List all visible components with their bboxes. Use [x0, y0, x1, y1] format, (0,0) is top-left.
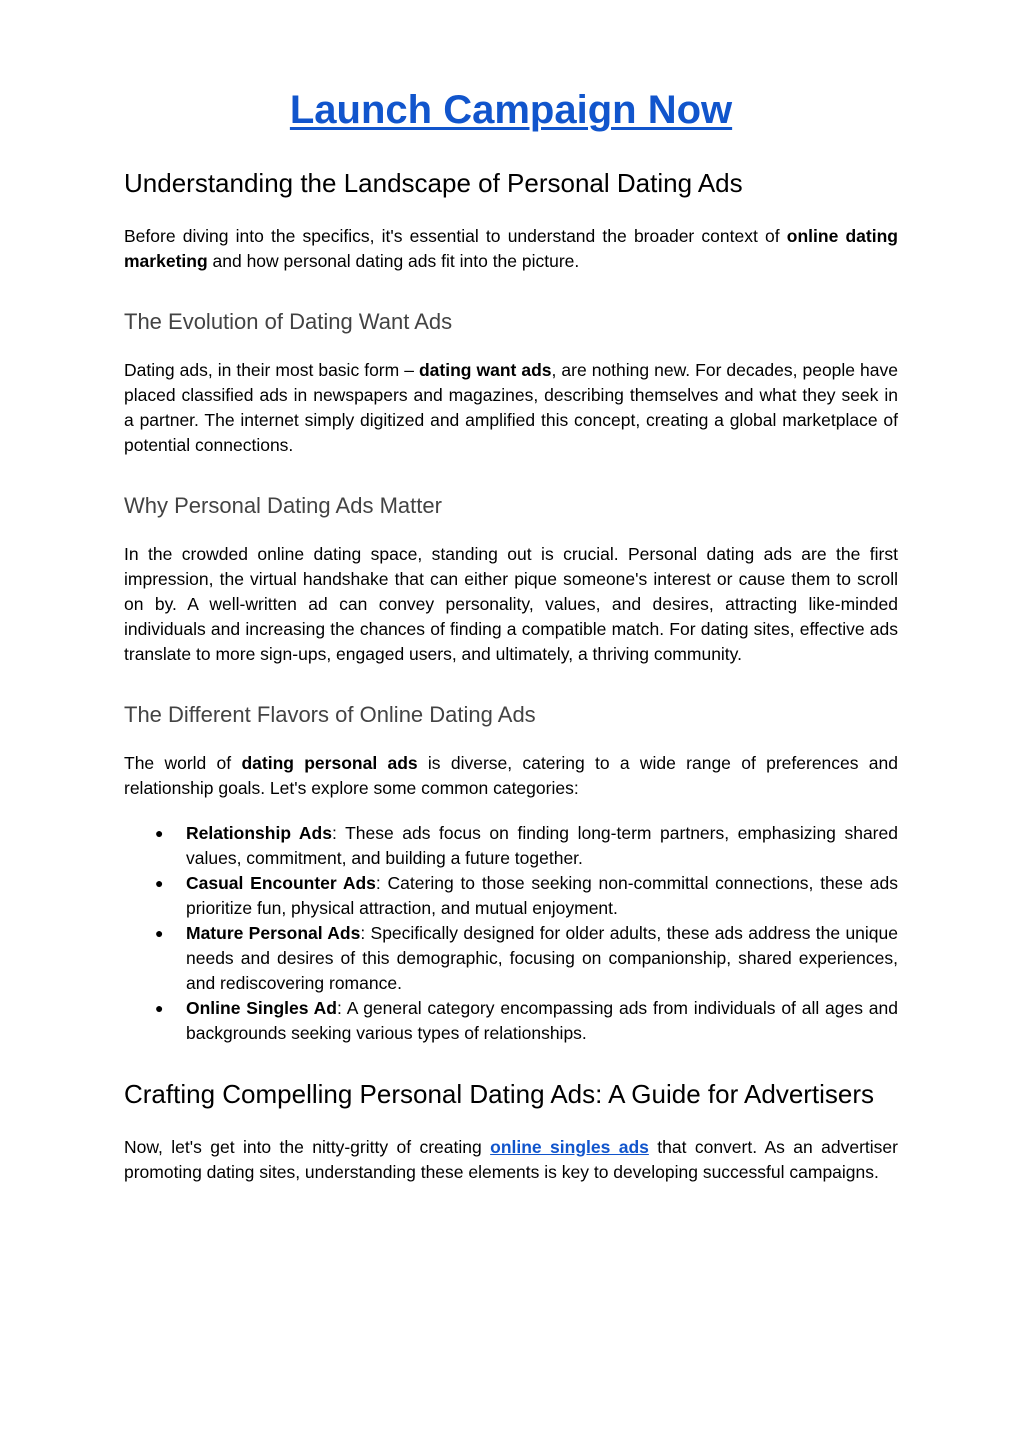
text-run: that convert. As an advertiser promoting dating sites, understanding these elements is key to developing successful campaigns. [124, 1137, 898, 1182]
bold-term: dating want ads [418, 360, 552, 380]
text-run: and how personal dating ads fit into the picture. [207, 251, 580, 271]
landscape-paragraph [124, 224, 898, 274]
list-item [155, 871, 898, 921]
text-run: Before diving into the specifics, it's essential to understand the broader context of [124, 226, 787, 246]
list-item-desc: : Specifically designed for older adults, these ads address the unique needs and desires of this demographic, focusing on companionship, shared experiences, and rediscovering romance. [186, 923, 898, 993]
list-item-term: Relationship Ads [186, 823, 332, 843]
crafting-paragraph [124, 1135, 898, 1185]
section-heading-crafting: Crafting Compelling Personal Dating Ads: A Guide for Advertisers [124, 1079, 875, 1109]
list-item-term: Online Singles Ad [186, 998, 337, 1018]
bullet-icon: ● [155, 875, 164, 891]
bold-term: dating personal ads [241, 753, 418, 773]
page-title [124, 84, 898, 136]
ad-categories-list [124, 821, 898, 1046]
text-run: Now, let's get into the nitty-gritty of creating [124, 1137, 491, 1157]
list-item-term: Casual Encounter Ads [186, 873, 376, 893]
section-heading-landscape: Understanding the Landscape of Personal Dating Ads [124, 168, 743, 198]
section-heading-why-matter: Why Personal Dating Ads Matter [124, 493, 442, 518]
text-run: The world of [124, 753, 242, 773]
launch-campaign-link[interactable]: Launch Campaign Now [289, 88, 733, 132]
section-heading-evolution: The Evolution of Dating Want Ads [124, 309, 453, 334]
list-item-desc: : A general category encompassing ads from individuals of all ages and backgrounds seeking various types of relationships. [186, 998, 898, 1043]
document-page [124, 0, 898, 1185]
online-singles-ads-link[interactable]: online singles ads [490, 1137, 649, 1157]
list-item [155, 821, 898, 871]
evolution-paragraph [124, 358, 898, 458]
list-item [155, 921, 898, 996]
section-heading-flavors: The Different Flavors of Online Dating Ads [124, 702, 536, 727]
list-item-desc: : These ads focus on finding long-term partners, emphasizing shared values, commitment, and building a future together. [186, 823, 898, 868]
why-matter-paragraph: In the crowded online dating space, standing out is crucial. Personal dating ads are the first impression, the virtual handshake that can either pique someone's interest or cause them to scroll on by. A well-written ad can convey personality, values, and desires, attracting like-minded individuals and increasing the chances of finding a compatible match. For dating sites, effective ads translate to more sign-ups, engaged users, and ultimately, a thriving community. [124, 544, 898, 664]
list-item-term: Mature Personal Ads [186, 923, 361, 943]
list-item [155, 996, 898, 1046]
bullet-icon: ● [155, 825, 164, 841]
text-run: , are nothing new. For decades, people have placed classified ads in newspapers and magazines, describing themselves and what they seek in a partner. The internet simply digitized and amplified this concept, creating a global marketplace of potential connections. [124, 360, 898, 455]
flavors-paragraph [124, 751, 898, 801]
text-run: is diverse, catering to a wide range of preferences and relationship goals. Let's explore some common categories: [124, 753, 899, 798]
bullet-icon: ● [155, 1000, 164, 1016]
list-item-desc: : Catering to those seeking non-committal connections, these ads prioritize fun, physical attraction, and mutual enjoyment. [186, 873, 898, 918]
bold-term: online dating marketing [124, 226, 898, 271]
bullet-icon: ● [155, 925, 164, 941]
text-run: Dating ads, in their most basic form – [124, 360, 419, 380]
